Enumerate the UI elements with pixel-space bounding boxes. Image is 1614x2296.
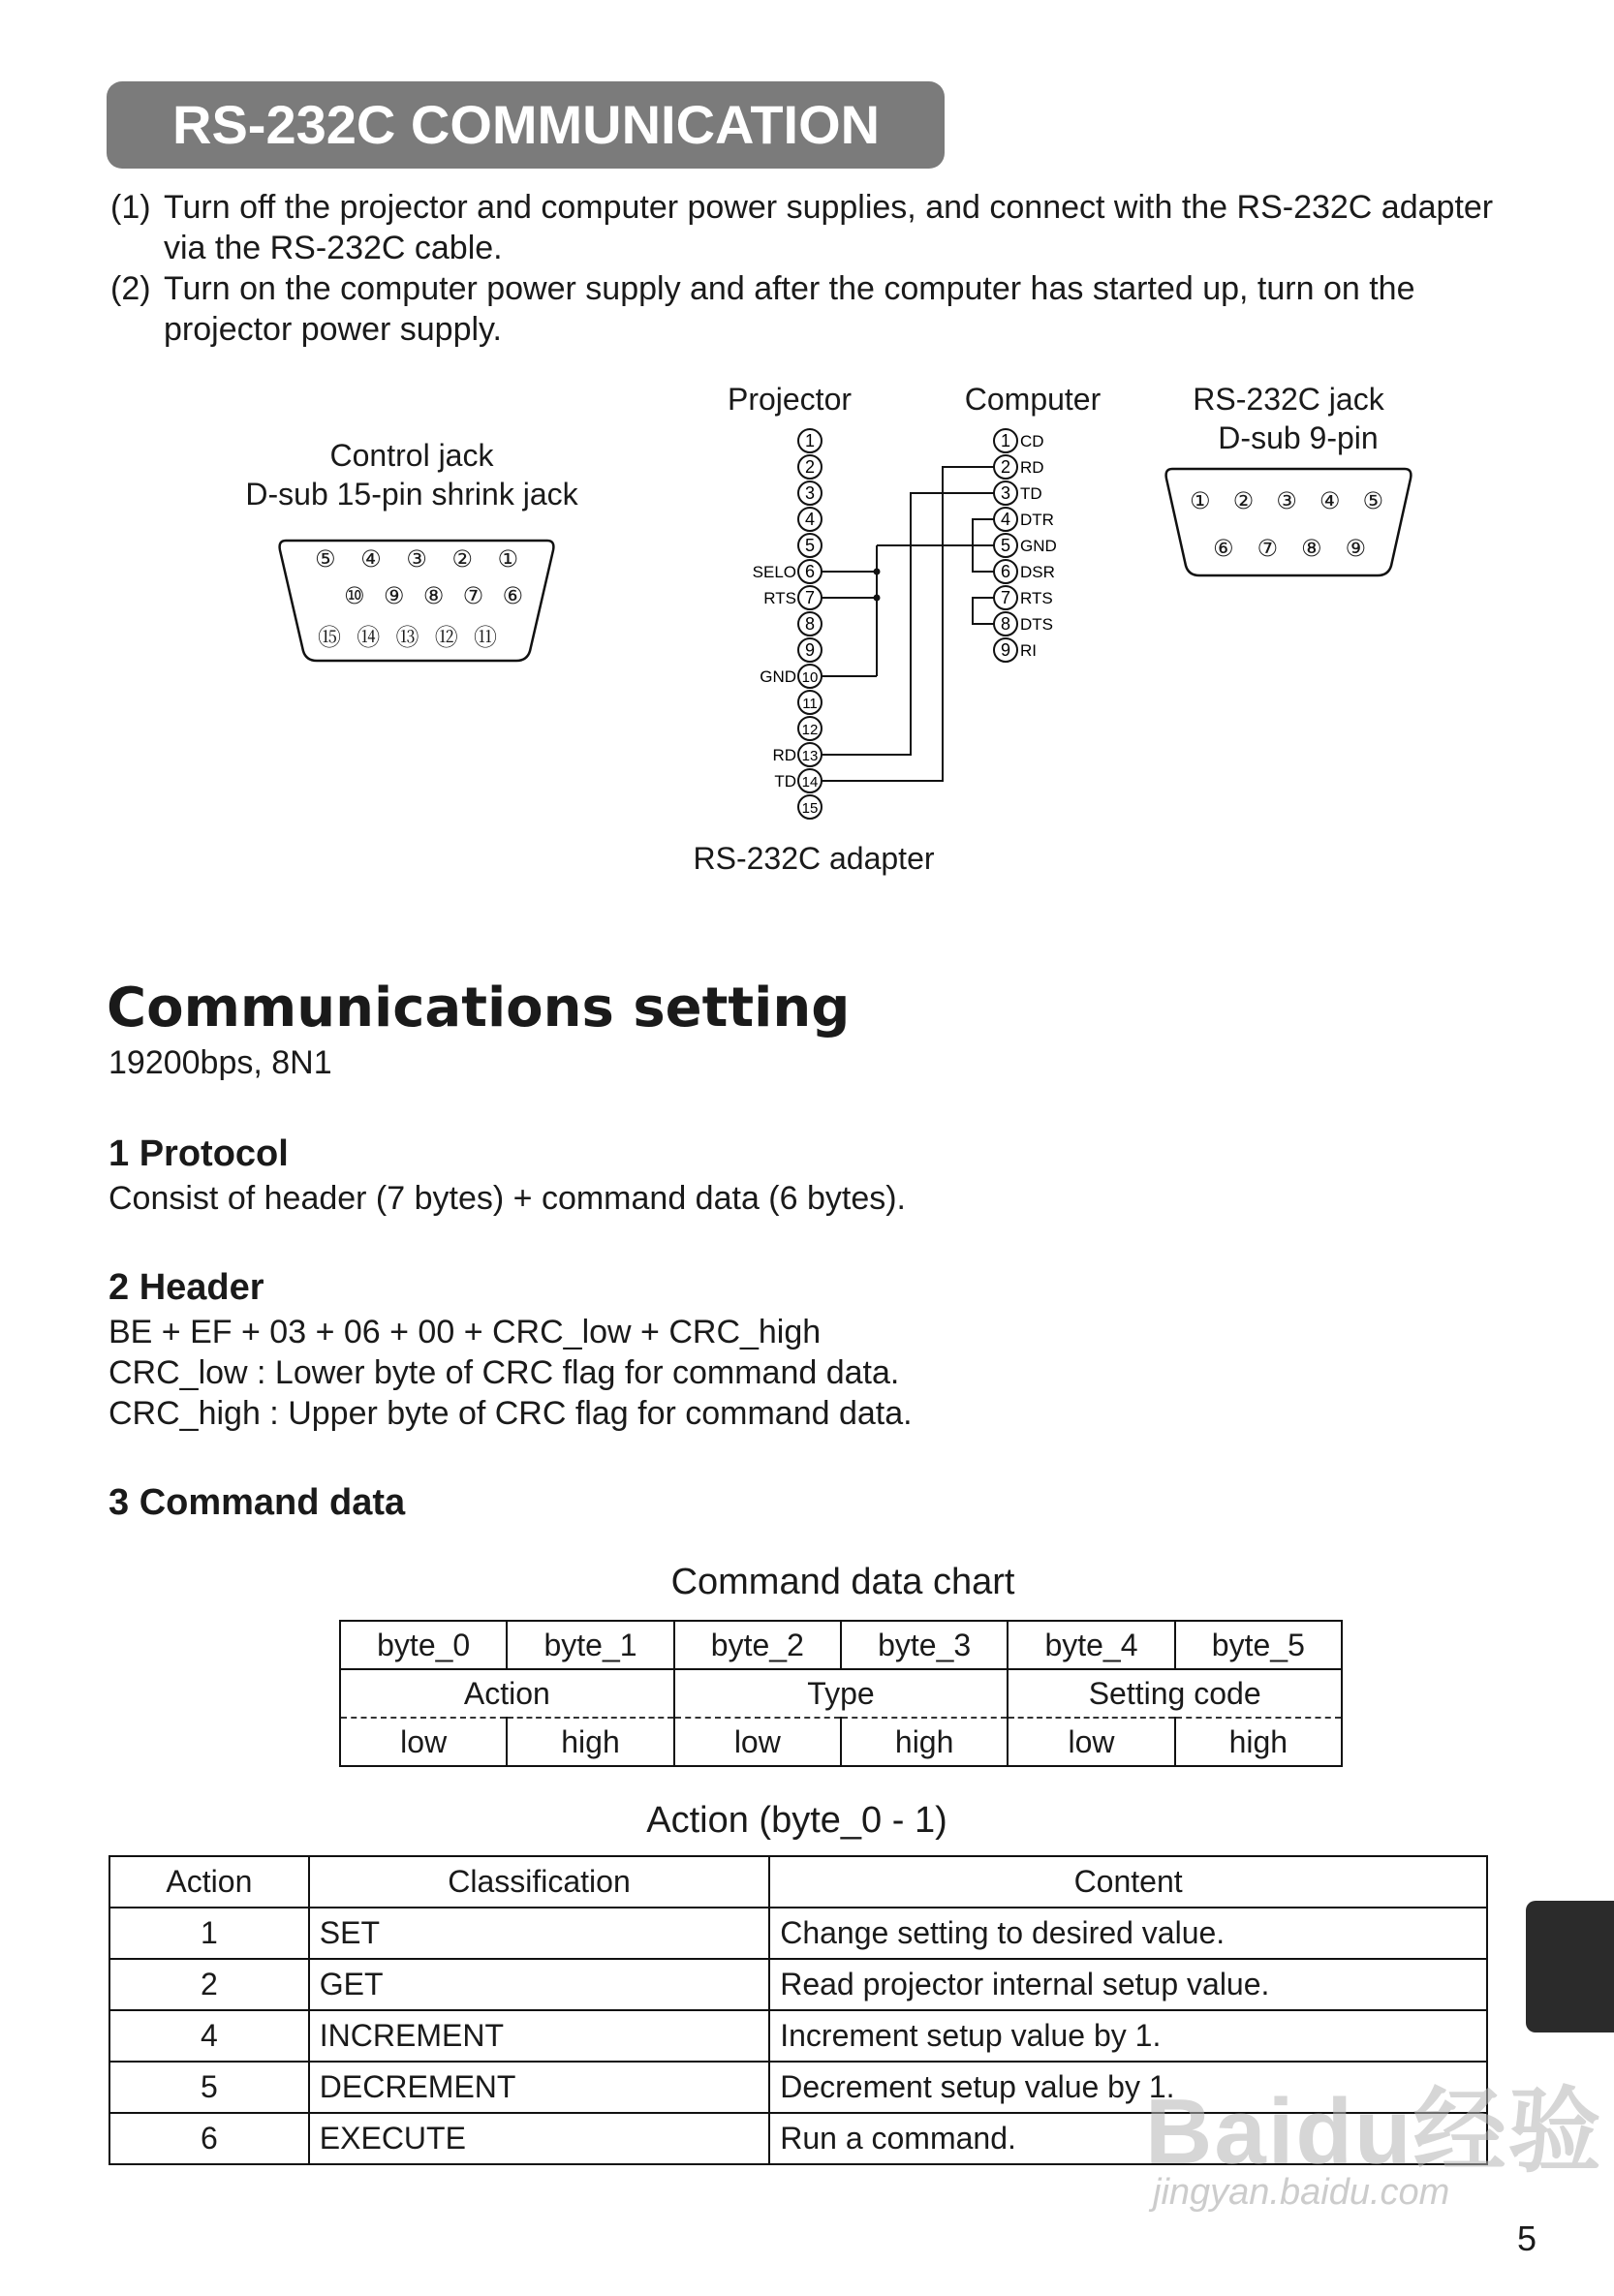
table-row [109, 1908, 1487, 1959]
projector-label: Projector [727, 382, 853, 417]
pin: ⑤ [1362, 488, 1383, 514]
step-1 [110, 187, 1515, 268]
rs232c-jack-label: RS-232C jack [1193, 382, 1384, 417]
pin: ⑦ [1257, 536, 1278, 562]
group-cell: Setting code [1008, 1669, 1342, 1718]
content: Read projector internal setup value. [769, 1959, 1487, 2010]
step-text: Turn off the projector and computer power supplies, and connect with the RS-232C adapter via the RS-232C cable. [164, 189, 1494, 266]
control-jack-type: D-sub 15-pin shrink jack [245, 477, 578, 512]
group-cell: Action [340, 1669, 674, 1718]
pin: ⑭ [357, 625, 381, 651]
comm-setting-title: Communications setting [107, 977, 851, 1039]
command-data-table [339, 1620, 1343, 1767]
projector-pin-label: RTS [763, 589, 796, 607]
computer-pin-number: 8 [1000, 614, 1011, 634]
pin: ③ [1276, 488, 1297, 514]
projector-pin-number: 9 [804, 640, 816, 660]
pin: ④ [360, 546, 382, 573]
computer-pin-label: RD [1020, 458, 1044, 477]
pin: ⑬ [395, 625, 419, 651]
computer-pin-label: TD [1020, 484, 1042, 503]
byte-cell: byte_3 [841, 1621, 1008, 1669]
computer-pin-number: 5 [1000, 536, 1011, 555]
table-row [109, 2010, 1487, 2062]
action-table-caption: Action (byte_0 - 1) [646, 1800, 947, 1841]
junction-dot [874, 569, 881, 575]
projector-pin-number: 12 [801, 722, 819, 738]
projector-pin-number: 2 [804, 457, 816, 477]
section-title-banner [107, 81, 945, 169]
header-line: CRC_low : Lower byte of CRC flag for command data. [109, 1354, 900, 1391]
content: Change setting to desired value. [769, 1908, 1487, 1959]
projector-pin-label: RD [772, 746, 796, 764]
pin: ⑩ [344, 583, 365, 609]
computer-pin-label: CD [1020, 432, 1044, 450]
dsub15-row-1 [315, 545, 518, 574]
projector-pin-number: 11 [802, 696, 818, 712]
computer-pin-number: 3 [1000, 483, 1011, 503]
pin: ⑪ [474, 625, 497, 651]
step-2 [110, 268, 1515, 350]
group-cell: Type [674, 1669, 1009, 1718]
pin: ⑥ [502, 583, 523, 609]
computer-pin-label: GND [1020, 537, 1057, 555]
half-cell: low [340, 1718, 507, 1766]
classification: GET [309, 1959, 769, 2010]
groups-row [340, 1669, 1342, 1718]
projector-pin-number: 4 [804, 510, 816, 529]
pin: ⑨ [1345, 536, 1366, 562]
content: Run a command. [769, 2113, 1487, 2164]
pin: ⑮ [318, 625, 341, 651]
wiring-diagram [717, 419, 1085, 825]
column-header: Classification [309, 1856, 769, 1908]
halves-row [340, 1718, 1342, 1766]
byte-cell: byte_5 [1175, 1621, 1342, 1669]
dsub15-row-3 [318, 618, 497, 652]
projector-pin-number: 3 [804, 483, 816, 503]
pin: ⑫ [434, 625, 458, 651]
section-title: RS-232C COMMUNICATION [172, 94, 881, 155]
byte-cell: byte_2 [674, 1621, 841, 1669]
header-line: BE + EF + 03 + 06 + 00 + CRC_low + CRC_high [109, 1314, 822, 1350]
computer-pin-number: 4 [1000, 510, 1011, 529]
half-cell: low [1008, 1718, 1174, 1766]
classification: DECREMENT [309, 2062, 769, 2113]
section-tab-marker [1526, 1901, 1614, 2032]
projector-pin-number: 15 [801, 800, 819, 817]
projector-pin-number: 5 [804, 536, 816, 555]
projector-pin-number: 8 [804, 614, 816, 634]
projector-pin-label: TD [774, 772, 796, 791]
pin: ⑤ [315, 546, 336, 573]
rs232c-jack-type: D-sub 9-pin [1218, 420, 1379, 455]
action-code: 6 [109, 2113, 309, 2164]
adapter-label: RS-232C adapter [693, 841, 935, 876]
command-data-chart-caption: Command data chart [670, 1562, 1015, 1602]
pin: ③ [406, 546, 427, 573]
protocol-title: 1 Protocol [109, 1133, 289, 1174]
computer-pin-number: 9 [1000, 640, 1011, 660]
content: Decrement setup value by 1. [769, 2062, 1487, 2113]
half-cell: high [841, 1718, 1008, 1766]
classification: EXECUTE [309, 2113, 769, 2164]
projector-pin-number: 14 [801, 774, 819, 791]
projector-pin-number: 13 [801, 748, 819, 764]
computer-pin-label: DSR [1020, 563, 1055, 581]
classification: SET [309, 1908, 769, 1959]
dsub9-row-1 [1190, 487, 1383, 515]
computer-pin-label: RTS [1020, 589, 1053, 607]
header-title: 2 Header [109, 1267, 264, 1308]
computer-pin-number: 2 [1000, 457, 1011, 477]
half-cell: high [1175, 1718, 1342, 1766]
dsub15-row-2 [344, 582, 523, 610]
half-cell: high [507, 1718, 673, 1766]
half-cell: low [674, 1718, 841, 1766]
action-code: 5 [109, 2062, 309, 2113]
computer-pin-label: DTS [1020, 615, 1053, 634]
pin: ① [1190, 488, 1211, 514]
pin: ⑦ [462, 583, 484, 609]
projector-pin-number: 7 [804, 588, 816, 607]
pin: ② [1232, 488, 1255, 514]
watermark-logo: Baidu经验 [1145, 2080, 1603, 2184]
table-row [109, 1959, 1487, 2010]
pin: ① [497, 546, 518, 573]
action-code: 4 [109, 2010, 309, 2062]
step-text: Turn on the computer power supply and after the computer has started up, turn on the projector power supply. [164, 270, 1415, 348]
junction-dot [874, 595, 881, 602]
computer-pin-number: 6 [1000, 562, 1011, 581]
byte-cell: byte_4 [1008, 1621, 1174, 1669]
column-header: Action [109, 1856, 309, 1908]
table-header-row [109, 1856, 1487, 1908]
pin: ② [451, 546, 473, 573]
projector-pin-number: 10 [801, 669, 819, 686]
pin: ⑧ [422, 583, 445, 609]
computer-pin-label: DTR [1020, 511, 1054, 529]
step-number: (1) [110, 189, 151, 226]
pin: ⑥ [1213, 536, 1234, 562]
projector-pin-number: 1 [804, 431, 816, 450]
content: Increment setup value by 1. [769, 2010, 1487, 2062]
computer-label: Computer [964, 382, 1102, 417]
watermark-url: jingyan.baidu.com [1153, 2172, 1450, 2213]
comm-setting-value: 19200bps, 8N1 [109, 1044, 332, 1081]
column-header: Content [769, 1856, 1487, 1908]
dsub9-connector [1163, 463, 1414, 581]
bytes-row [340, 1621, 1342, 1669]
protocol-text: Consist of header (7 bytes) + command data (6 bytes). [109, 1180, 907, 1217]
computer-pin-number: 7 [1000, 588, 1011, 607]
computer-pin-label: RI [1020, 641, 1037, 660]
control-jack-label: Control jack [329, 438, 494, 473]
projector-pin-label: GND [760, 667, 796, 686]
computer-pin-number: 1 [1000, 431, 1011, 450]
pin: ⑨ [383, 583, 405, 609]
projector-pin-number: 6 [804, 562, 816, 581]
byte-cell: byte_0 [340, 1621, 507, 1669]
byte-cell: byte_1 [507, 1621, 673, 1669]
pin: ⑧ [1300, 536, 1322, 562]
action-code: 1 [109, 1908, 309, 1959]
projector-pin-label: SELO [752, 563, 796, 581]
dsub9-row-2 [1213, 535, 1366, 563]
page-number: 5 [1517, 2218, 1537, 2258]
pin: ④ [1319, 488, 1341, 514]
classification: INCREMENT [309, 2010, 769, 2062]
command-data-title: 3 Command data [109, 1482, 406, 1523]
header-line: CRC_high : Upper byte of CRC flag for command data. [109, 1395, 913, 1432]
action-code: 2 [109, 1959, 309, 2010]
step-number: (2) [110, 270, 151, 307]
